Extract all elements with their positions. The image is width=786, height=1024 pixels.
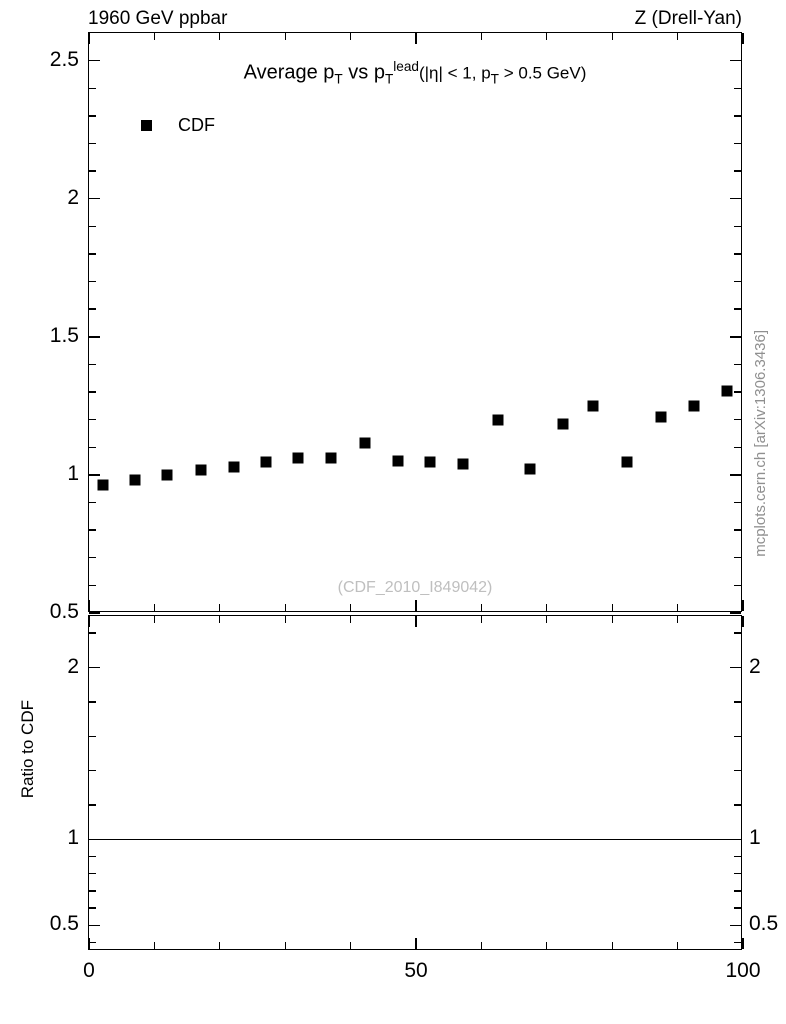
main-ytick-minor [89, 529, 96, 530]
credit-watermark: mcplots.cern.ch [arXiv:1306.3436] [752, 330, 769, 557]
main-ytick-minor [89, 447, 96, 448]
main-ytick-right [730, 198, 741, 199]
ratio-ytick-minor [89, 856, 96, 857]
ratio-ytick-right [730, 667, 741, 668]
main-ytick-minor [89, 308, 96, 309]
main-ytick-minor [89, 226, 96, 227]
main-ytick-minor-right [734, 502, 741, 503]
data-point [293, 452, 304, 463]
main-ytick-right [730, 60, 741, 61]
ratio-ytick-minor-right [734, 770, 741, 771]
main-ytick-minor-right [734, 419, 741, 420]
ratio-xtick [88, 938, 89, 949]
data-point [656, 411, 667, 422]
data-point [492, 415, 503, 426]
ratio-xtick [415, 938, 416, 949]
main-xtick-minor-top [481, 33, 482, 40]
ratio-xtick-minor [481, 942, 482, 949]
ratio-xtick-label: 50 [404, 959, 428, 982]
ratio-xtick-top [742, 616, 743, 627]
main-ytick-right [730, 474, 741, 475]
data-point [196, 464, 207, 475]
main-ytick-minor-right [734, 308, 741, 309]
main-xtick [742, 600, 743, 611]
ratio-xtick-minor [154, 942, 155, 949]
ratio-xtick-minor [546, 942, 547, 949]
main-ytick-minor [89, 88, 96, 89]
ratio-reference-line [89, 839, 741, 840]
ratio-xtick-minor-top [612, 616, 613, 623]
title-part-main-a: Average p [243, 61, 335, 84]
main-ytick-minor-right [734, 143, 741, 144]
main-xtick-minor [285, 604, 286, 611]
data-point [558, 418, 569, 429]
ratio-plot-panel [49, 615, 779, 982]
main-ytick-minor [89, 391, 96, 392]
main-xtick-minor-top [285, 33, 286, 40]
ratio-xtick-minor-top [546, 616, 547, 623]
main-plot-panel [49, 32, 742, 623]
title-cond-end: > 0.5 GeV) [498, 63, 587, 83]
data-point [260, 456, 271, 467]
ratio-xtick-label: 100 [725, 959, 761, 982]
legend [141, 115, 215, 136]
main-ytick-minor [89, 364, 96, 365]
header-beam-label: 1960 GeV ppbar [88, 8, 228, 29]
main-ytick-minor-right [734, 364, 741, 365]
main-ytick-minor [89, 502, 96, 503]
ratio-ytick-minor [89, 736, 96, 737]
data-point [325, 452, 336, 463]
ratio-ytick-right [730, 839, 741, 840]
main-xtick-minor-top [154, 33, 155, 40]
data-point [392, 456, 403, 467]
ratio-ytick-minor-right [734, 736, 741, 737]
ratio-ytick-minor-right [734, 804, 741, 805]
ratio-ytick-minor-right [734, 632, 741, 633]
title-cond-sub: T [490, 71, 499, 87]
ratio-ytick-minor [89, 770, 96, 771]
main-xtick-minor [677, 604, 678, 611]
data-point [129, 474, 140, 485]
plot-title [89, 59, 741, 87]
main-xtick-minor [219, 604, 220, 611]
ratio-ytick-minor-right [734, 890, 741, 891]
ratio-xtick-minor-top [285, 616, 286, 623]
main-ytick-right [730, 336, 741, 337]
ratio-ytick-minor-right [734, 873, 741, 874]
main-ytick-minor-right [734, 281, 741, 282]
data-point [721, 385, 732, 396]
ratio-ytick-minor-right [734, 701, 741, 702]
main-ytick-minor [89, 253, 96, 254]
ratio-ytick-minor [89, 890, 96, 891]
main-ytick-minor-right [734, 585, 741, 586]
main-xtick-top [742, 33, 743, 44]
data-point [98, 479, 109, 490]
main-ytick-label: 2 [67, 185, 79, 209]
main-ytick-minor-right [734, 226, 741, 227]
main-ytick-minor [89, 115, 96, 116]
main-xtick-top [88, 33, 89, 44]
ratio-xtick-top [88, 616, 89, 627]
title-sub-b: T [384, 71, 394, 87]
main-xtick-minor-top [219, 33, 220, 40]
main-ytick-minor-right [734, 170, 741, 171]
title-part-mid: vs p [342, 61, 385, 84]
ratio-ytick-minor-right [734, 856, 741, 857]
ratio-ytick-minor [89, 907, 96, 908]
ratio-xtick-minor-top [677, 616, 678, 623]
legend-marker-cdf [141, 120, 152, 131]
legend-label-cdf: CDF [178, 115, 215, 135]
ratio-ytick-minor [89, 942, 96, 943]
data-point [425, 456, 436, 467]
ratio-ytick-minor [89, 632, 96, 633]
ratio-ytick-minor [89, 701, 96, 702]
main-xtick-minor-top [546, 33, 547, 40]
data-point [359, 438, 370, 449]
main-ytick-minor-right [734, 447, 741, 448]
main-ytick-label: 2.5 [49, 47, 79, 71]
main-ytick-label: 1.5 [49, 323, 79, 347]
ratio-ytick-label-right: 0.5 [749, 912, 779, 936]
ratio-ytick [89, 839, 100, 840]
ratio-ytick [89, 925, 100, 926]
ratio-xtick-minor [285, 942, 286, 949]
data-point [587, 400, 598, 411]
main-ytick-minor-right [734, 253, 741, 254]
main-ytick-minor-right [734, 557, 741, 558]
data-point [458, 459, 469, 470]
title-sub-a: T [334, 71, 343, 87]
ratio-xtick-label: 0 [83, 959, 95, 982]
ratio-xtick-minor [350, 942, 351, 949]
data-point [688, 400, 699, 411]
main-ytick [89, 336, 100, 337]
ratio-ytick-label-right: 1 [749, 826, 761, 850]
ratio-ytick-label: 2 [67, 654, 79, 678]
main-ytick-minor-right [734, 88, 741, 89]
main-xtick [415, 600, 416, 611]
main-xtick-minor [481, 604, 482, 611]
main-xtick-minor [350, 604, 351, 611]
main-xtick-minor [612, 604, 613, 611]
main-xtick-minor [546, 604, 547, 611]
ratio-ytick-label: 1 [67, 826, 79, 850]
data-point [621, 457, 632, 468]
ratio-ytick-minor [89, 804, 96, 805]
ratio-ytick-right [730, 925, 741, 926]
ratio-xtick-minor [219, 942, 220, 949]
data-point [525, 464, 536, 475]
main-ytick-minor [89, 557, 96, 558]
ratio-xtick-minor-top [219, 616, 220, 623]
data-point [229, 462, 240, 473]
main-ytick-minor [89, 281, 96, 282]
ratio-axis-title: Ratio to CDF [18, 700, 37, 799]
ratio-ytick [89, 667, 100, 668]
ratio-xtick-minor [677, 942, 678, 949]
main-ytick-minor [89, 419, 96, 420]
title-cond: (|η| < 1, p [418, 63, 491, 83]
ratio-xtick-minor-top [350, 616, 351, 623]
main-ytick-label: 0.5 [49, 600, 79, 623]
main-ytick-minor [89, 170, 96, 171]
title-sup-b: lead [393, 59, 419, 74]
main-xtick [88, 600, 89, 611]
ratio-xtick-minor-top [481, 616, 482, 623]
ratio-ytick-label-right: 2 [749, 654, 761, 678]
main-ytick [89, 612, 100, 613]
main-ytick-label: 1 [67, 461, 79, 485]
main-ytick-minor [89, 585, 96, 586]
main-ytick [89, 60, 100, 61]
ratio-xtick [742, 938, 743, 949]
main-xtick-minor-top [350, 33, 351, 40]
ratio-ytick-minor [89, 873, 96, 874]
main-ytick-minor-right [734, 391, 741, 392]
ratio-xtick-minor-top [154, 616, 155, 623]
header-process-label: Z (Drell-Yan) [634, 8, 742, 29]
analysis-id-watermark: (CDF_2010_I849042) [337, 579, 493, 596]
ratio-ytick-minor-right [734, 942, 741, 943]
main-ytick [89, 474, 100, 475]
main-xtick-minor [154, 604, 155, 611]
main-ytick [89, 198, 100, 199]
ratio-xtick-minor [612, 942, 613, 949]
main-ytick-minor-right [734, 115, 741, 116]
main-ytick-right [730, 612, 741, 613]
main-xtick-minor-top [677, 33, 678, 40]
main-ytick-minor [89, 143, 96, 144]
main-xtick-minor-top [612, 33, 613, 40]
ratio-ytick-minor-right [734, 907, 741, 908]
main-ytick-minor-right [734, 529, 741, 530]
main-xtick-top [415, 33, 416, 44]
ratio-ytick-label: 0.5 [49, 912, 79, 936]
ratio-xtick-top [415, 616, 416, 627]
data-point [162, 469, 173, 480]
